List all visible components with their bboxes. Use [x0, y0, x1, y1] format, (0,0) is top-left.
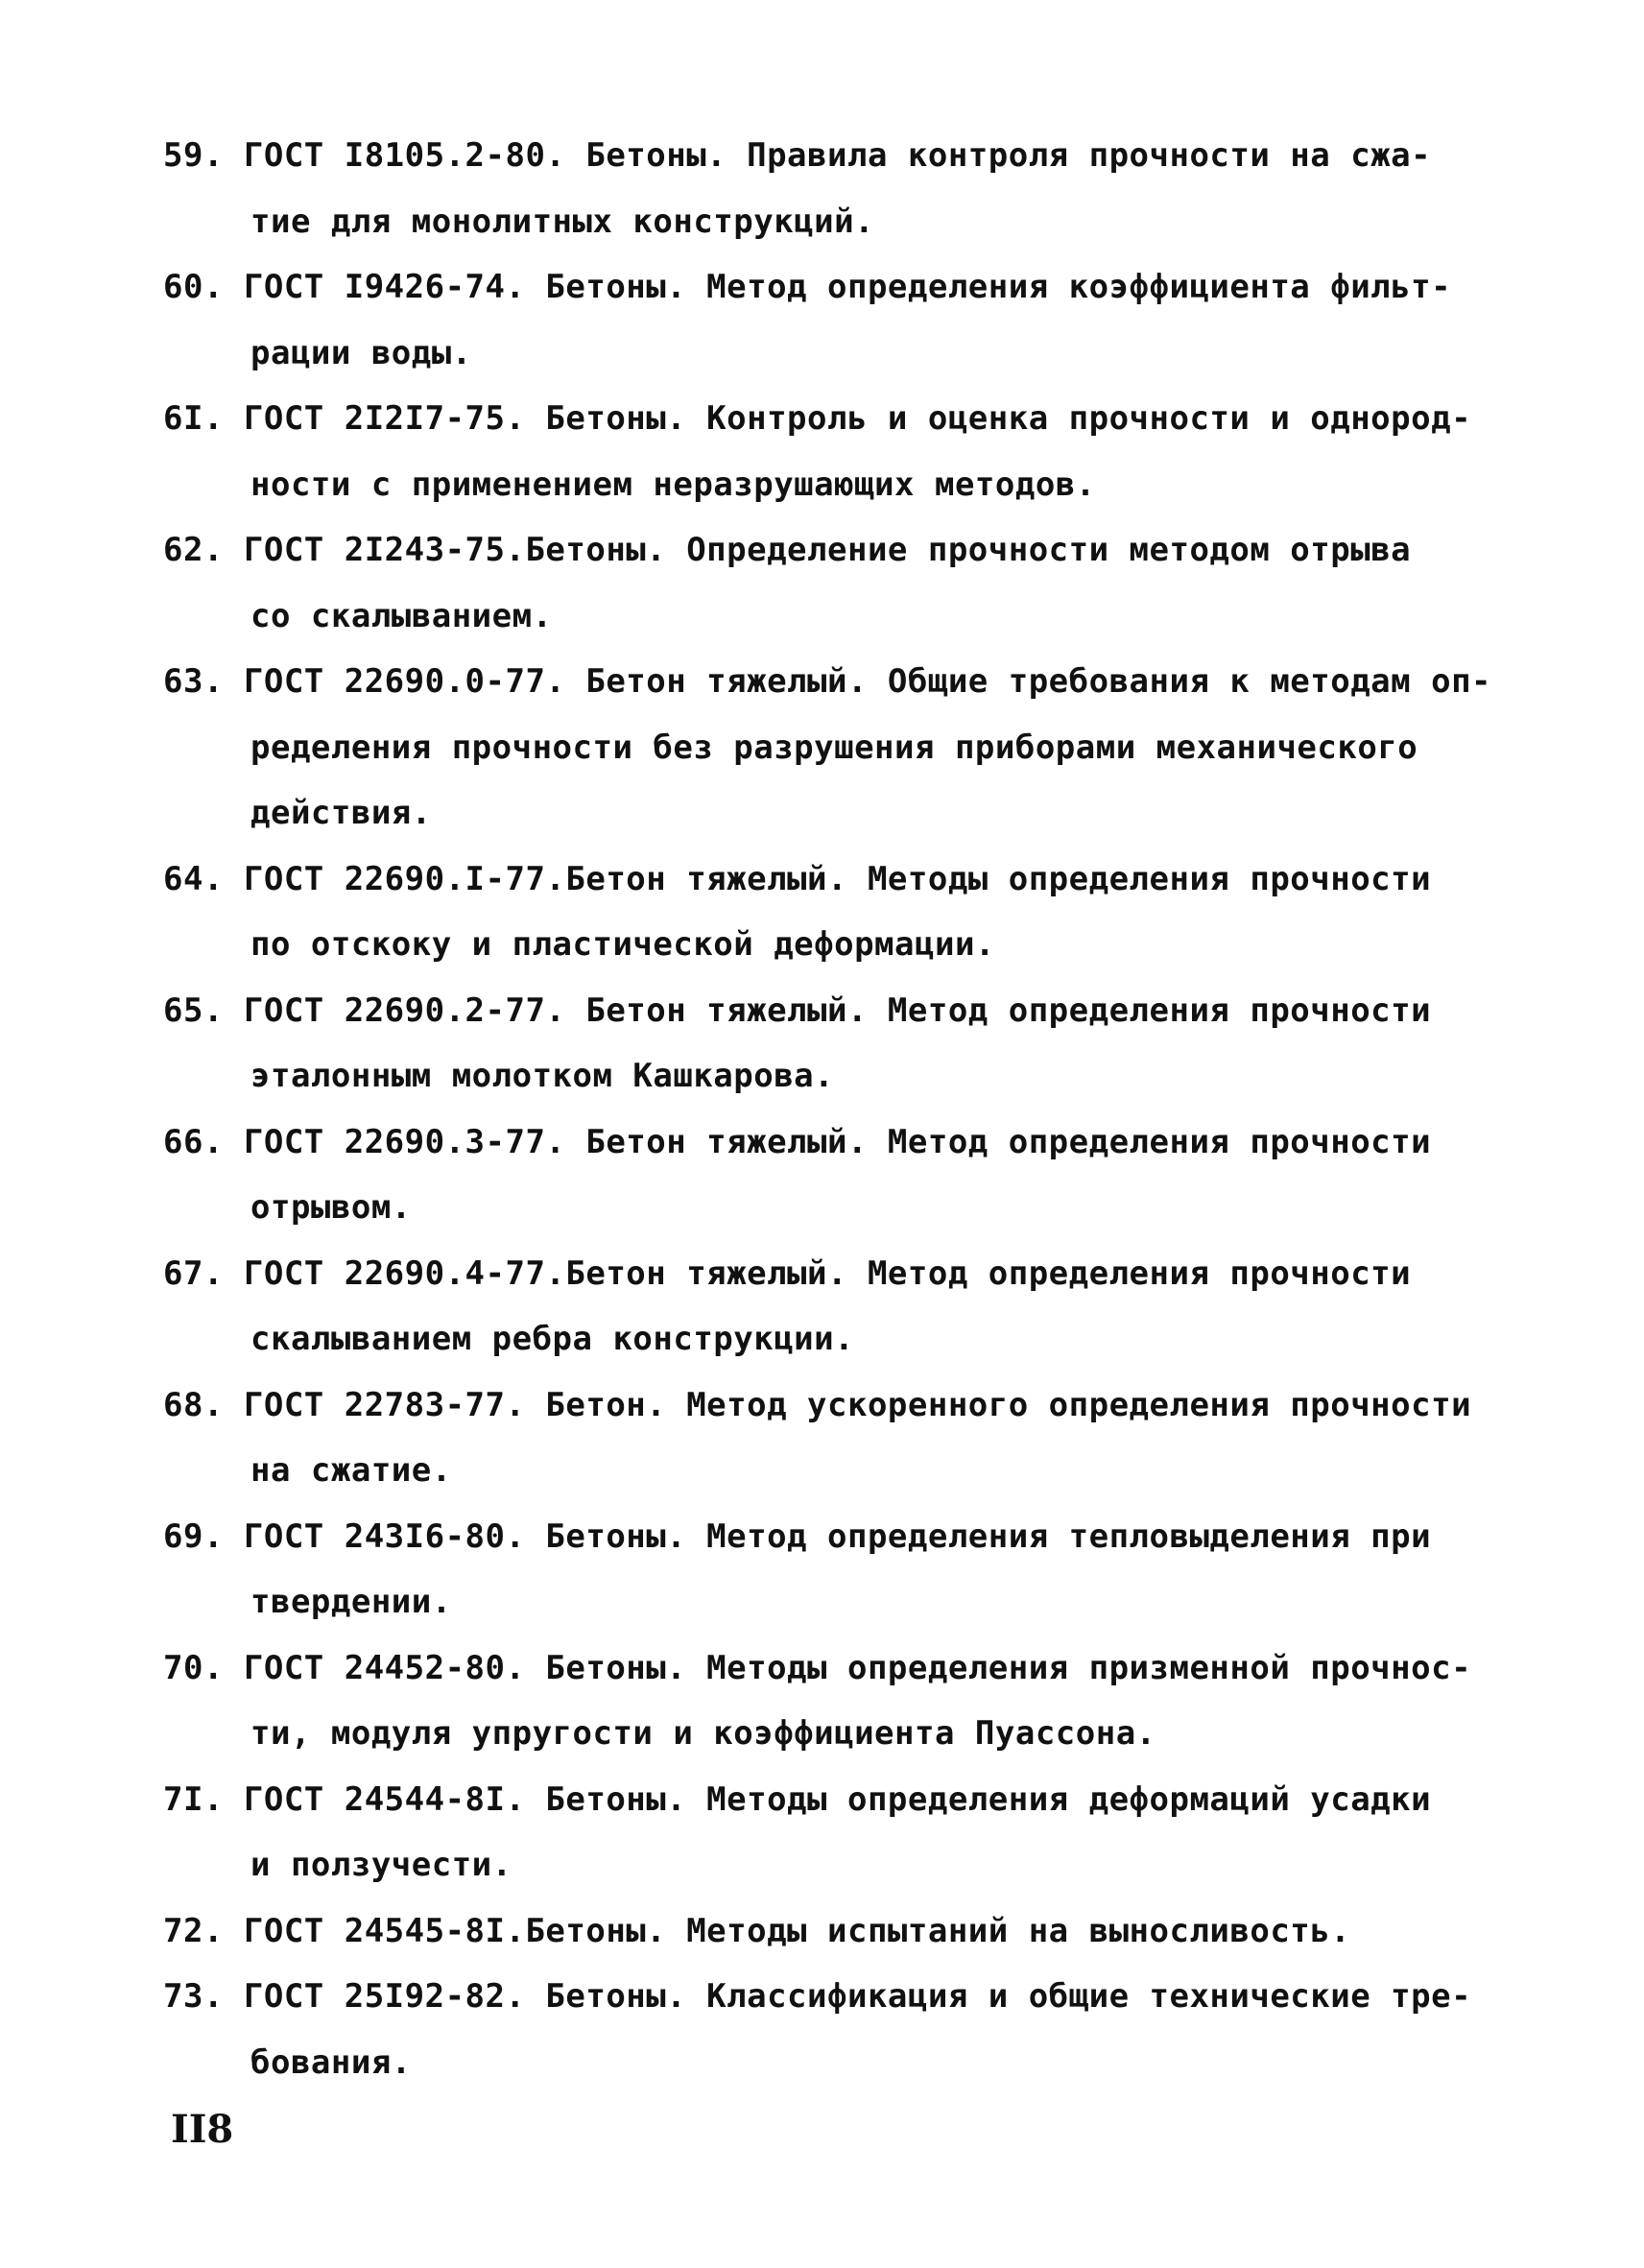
reference-line: 73. ГОСТ 25I92-82. Бетоны. Классификация и общие технические тре-	[163, 1977, 1472, 2016]
reference-line-continued: отрывом.	[250, 1188, 412, 1227]
reference-line-continued: твердении.	[250, 1583, 452, 1621]
reference-line: 60. ГОСТ I9426-74. Бетоны. Метод определения коэффициента фильт-	[163, 268, 1452, 306]
reference-line-continued: со скалыванием.	[250, 596, 553, 635]
reference-item-65	[163, 978, 1526, 1110]
reference-item-64	[163, 847, 1526, 978]
reference-line: 6I. ГОСТ 2I2I7-75. Бетоны. Контроль и оценка прочности и однород-	[163, 399, 1472, 438]
reference-item-70	[163, 1635, 1526, 1767]
reference-line-continued: на сжатие.	[250, 1451, 452, 1490]
reference-item-63	[163, 649, 1526, 847]
reference-item-66	[163, 1110, 1526, 1241]
reference-line-continued: ти, модуля упругости и коэффициента Пуассона.	[250, 1714, 1156, 1753]
reference-line: 67. ГОСТ 22690.4-77.Бетон тяжелый. Метод определения прочности	[163, 1253, 1412, 1293]
reference-line: 66. ГОСТ 22690.3-77. Бетон тяжелый. Метод определения прочности	[163, 1122, 1432, 1161]
reference-line: 70. ГОСТ 24452-80. Бетоны. Методы определения призменной прочнос-	[163, 1648, 1472, 1687]
reference-line: 59. ГОСТ I8105.2-80. Бетоны. Правила контроля прочности на сжа-	[163, 136, 1432, 175]
reference-line-continued: действия.	[250, 794, 432, 832]
reference-list	[163, 123, 1526, 2095]
reference-item-67	[163, 1241, 1526, 1373]
reference-line-continued: бования.	[250, 2042, 412, 2082]
reference-line: 72. ГОСТ 24545-8I.Бетоны. Методы испытаний на выносливость.	[163, 1911, 1351, 1950]
reference-line: 64. ГОСТ 22690.I-77.Бетон тяжелый. Методы определения прочности	[163, 859, 1432, 898]
reference-line: 68. ГОСТ 22783-77. Бетон. Метод ускоренного определения прочности	[163, 1385, 1472, 1424]
reference-line-continued: рации воды.	[250, 333, 472, 372]
reference-line: 7I. ГОСТ 24544-8I. Бетоны. Методы определения деформаций усадки	[163, 1779, 1432, 1819]
reference-line-continued: ности с применением неразрушающих методов.	[250, 465, 1096, 504]
reference-item-61	[163, 386, 1526, 517]
reference-line-continued: тие для монолитных конструкций.	[250, 202, 875, 241]
reference-line-continued: по отскоку и пластической деформации.	[250, 925, 995, 964]
reference-line: 62. ГОСТ 2I243-75.Бетоны. Определение прочности методом отрыва	[163, 531, 1412, 569]
reference-line: 65. ГОСТ 22690.2-77. Бетон тяжелый. Метод определения прочности	[163, 991, 1432, 1030]
reference-item-60	[163, 254, 1526, 386]
reference-line: 63. ГОСТ 22690.0-77. Бетон тяжелый. Общие требования к методам оп-	[163, 662, 1492, 701]
reference-line-continued: ределения прочности без разрушения приборами механического	[250, 728, 1418, 767]
page-number: II8	[171, 2107, 234, 2152]
reference-item-68	[163, 1373, 1526, 1504]
reference-item-72	[163, 1898, 1526, 1965]
reference-item-73	[163, 1964, 1526, 2095]
reference-line-continued: и ползучести.	[250, 1846, 512, 1884]
reference-line: 69. ГОСТ 243I6-80. Бетоны. Метод определения тепловыделения при	[163, 1516, 1432, 1556]
reference-item-69	[163, 1504, 1526, 1635]
reference-item-71	[163, 1767, 1526, 1898]
reference-line-continued: скалыванием ребра конструкции.	[250, 1320, 855, 1358]
reference-item-62	[163, 517, 1526, 649]
reference-item-59	[163, 123, 1526, 254]
reference-line-continued: эталонным молотком Кашкарова.	[250, 1057, 835, 1095]
